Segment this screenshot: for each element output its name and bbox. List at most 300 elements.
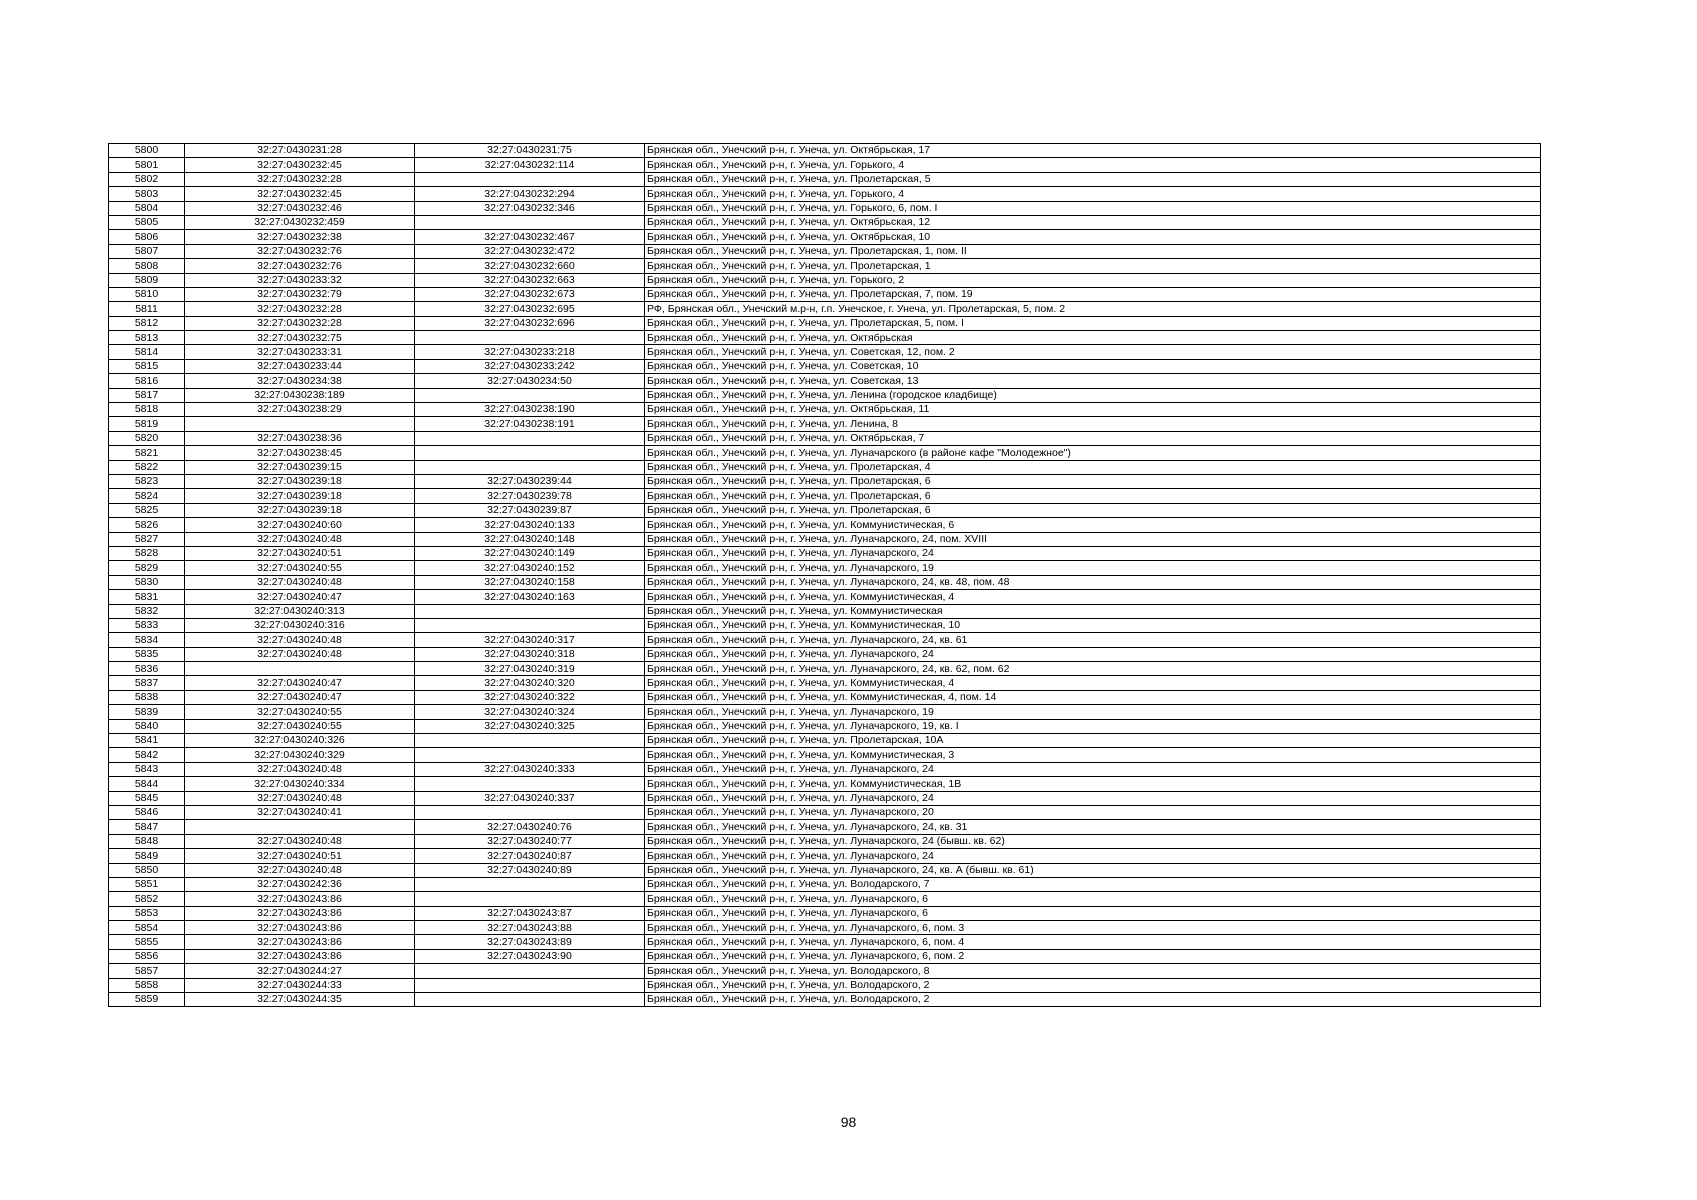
- address-cell: Брянская обл., Унечский р-н, г. Унеча, ул. Луначарского (в районе кафе "Молодежное"): [645, 446, 1541, 460]
- land-cadastral-number-cell: 32:27:0430240:55: [185, 719, 415, 733]
- object-cadastral-number-cell: 32:27:0430240:320: [415, 676, 645, 690]
- address-cell: Брянская обл., Унечский р-н, г. Унеча, ул. Коммунистическая, 4, пом. 14: [645, 690, 1541, 704]
- object-cadastral-number-cell: 32:27:0430232:294: [415, 187, 645, 201]
- address-cell: Брянская обл., Унечский р-н, г. Унеча, ул. Володарского, 2: [645, 993, 1541, 1007]
- table-row: [109, 518, 1541, 532]
- table-row: [109, 590, 1541, 604]
- address-cell: Брянская обл., Унечский р-н, г. Унеча, ул. Луначарского, 6: [645, 892, 1541, 906]
- row-number-cell: 5823: [109, 474, 185, 488]
- address-cell: Брянская обл., Унечский р-н, г. Унеча, ул. Октябрьская, 11: [645, 403, 1541, 417]
- row-number-cell: 5806: [109, 230, 185, 244]
- table-row: [109, 417, 1541, 431]
- table-row: [109, 331, 1541, 345]
- object-cadastral-number-cell: 32:27:0430238:190: [415, 403, 645, 417]
- object-cadastral-number-cell: [415, 446, 645, 460]
- table-row: [109, 230, 1541, 244]
- row-number-cell: 5825: [109, 503, 185, 517]
- table-row: [109, 604, 1541, 618]
- address-cell: Брянская обл., Унечский р-н, г. Унеча, ул. Луначарского, 20: [645, 805, 1541, 819]
- address-cell: Брянская обл., Унечский р-н, г. Унеча, ул. Володарского, 7: [645, 877, 1541, 891]
- table-row: [109, 906, 1541, 920]
- table-row: [109, 259, 1541, 273]
- table-row: [109, 805, 1541, 819]
- object-cadastral-number-cell: 32:27:0430239:44: [415, 474, 645, 488]
- land-cadastral-number-cell: 32:27:0430232:79: [185, 287, 415, 301]
- row-number-cell: 5818: [109, 403, 185, 417]
- object-cadastral-number-cell: [415, 618, 645, 632]
- land-cadastral-number-cell: 32:27:0430244:35: [185, 993, 415, 1007]
- table-row: [109, 374, 1541, 388]
- table-row: [109, 474, 1541, 488]
- land-cadastral-number-cell: 32:27:0430238:45: [185, 446, 415, 460]
- address-cell: Брянская обл., Унечский р-н, г. Унеча, ул. Октябрьская, 12: [645, 215, 1541, 229]
- object-cadastral-number-cell: 32:27:0430243:88: [415, 921, 645, 935]
- object-cadastral-number-cell: [415, 978, 645, 992]
- row-number-cell: 5843: [109, 762, 185, 776]
- table-row: [109, 561, 1541, 575]
- table-row: [109, 532, 1541, 546]
- object-cadastral-number-cell: 32:27:0430232:695: [415, 302, 645, 316]
- address-cell: Брянская обл., Унечский р-н, г. Унеча, ул. Пролетарская, 10А: [645, 734, 1541, 748]
- object-cadastral-number-cell: [415, 331, 645, 345]
- row-number-cell: 5822: [109, 460, 185, 474]
- address-cell: Брянская обл., Унечский р-н, г. Унеча, ул. Ленина, 8: [645, 417, 1541, 431]
- address-cell: Брянская обл., Унечский р-н, г. Унеча, ул. Луначарского, 19, кв. I: [645, 719, 1541, 733]
- land-cadastral-number-cell: 32:27:0430240:334: [185, 777, 415, 791]
- land-cadastral-number-cell: 32:27:0430240:48: [185, 791, 415, 805]
- address-cell: Брянская обл., Унечский р-н, г. Унеча, ул. Коммунистическая, 3: [645, 748, 1541, 762]
- row-number-cell: 5801: [109, 158, 185, 172]
- object-cadastral-number-cell: [415, 892, 645, 906]
- row-number-cell: 5829: [109, 561, 185, 575]
- address-cell: Брянская обл., Унечский р-н, г. Унеча, ул. Октябрьская: [645, 331, 1541, 345]
- address-cell: Брянская обл., Унечский р-н, г. Унеча, ул. Горького, 4: [645, 187, 1541, 201]
- row-number-cell: 5841: [109, 734, 185, 748]
- address-cell: Брянская обл., Унечский р-н, г. Унеча, ул. Советская, 12, пом. 2: [645, 345, 1541, 359]
- table-row: [109, 187, 1541, 201]
- land-cadastral-number-cell: 32:27:0430232:28: [185, 316, 415, 330]
- table-row: [109, 215, 1541, 229]
- object-cadastral-number-cell: 32:27:0430232:346: [415, 201, 645, 215]
- object-cadastral-number-cell: [415, 604, 645, 618]
- registry-table: [108, 143, 1541, 1007]
- land-cadastral-number-cell: 32:27:0430238:36: [185, 431, 415, 445]
- land-cadastral-number-cell: 32:27:0430240:55: [185, 561, 415, 575]
- row-number-cell: 5854: [109, 921, 185, 935]
- address-cell: Брянская обл., Унечский р-н, г. Унеча, ул. Горького, 6, пом. I: [645, 201, 1541, 215]
- land-cadastral-number-cell: 32:27:0430240:47: [185, 590, 415, 604]
- row-number-cell: 5835: [109, 647, 185, 661]
- table-row: [109, 244, 1541, 258]
- row-number-cell: 5856: [109, 949, 185, 963]
- object-cadastral-number-cell: 32:27:0430232:467: [415, 230, 645, 244]
- row-number-cell: 5804: [109, 201, 185, 215]
- table-row: [109, 503, 1541, 517]
- table-row: [109, 791, 1541, 805]
- address-cell: Брянская обл., Унечский р-н, г. Унеча, ул. Луначарского, 24: [645, 849, 1541, 863]
- address-cell: Брянская обл., Унечский р-н, г. Унеча, ул. Луначарского, 24: [645, 762, 1541, 776]
- row-number-cell: 5817: [109, 388, 185, 402]
- land-cadastral-number-cell: 32:27:0430240:313: [185, 604, 415, 618]
- object-cadastral-number-cell: [415, 388, 645, 402]
- address-cell: Брянская обл., Унечский р-н, г. Унеча, ул. Луначарского, 19: [645, 561, 1541, 575]
- page-number: 98: [840, 1114, 857, 1130]
- object-cadastral-number-cell: [415, 172, 645, 186]
- row-number-cell: 5803: [109, 187, 185, 201]
- row-number-cell: 5849: [109, 849, 185, 863]
- table-row: [109, 316, 1541, 330]
- land-cadastral-number-cell: 32:27:0430240:47: [185, 676, 415, 690]
- row-number-cell: 5821: [109, 446, 185, 460]
- land-cadastral-number-cell: 32:27:0430232:76: [185, 259, 415, 273]
- land-cadastral-number-cell: 32:27:0430240:41: [185, 805, 415, 819]
- row-number-cell: 5855: [109, 935, 185, 949]
- row-number-cell: 5848: [109, 834, 185, 848]
- table-row: [109, 705, 1541, 719]
- land-cadastral-number-cell: 32:27:0430240:316: [185, 618, 415, 632]
- table-row: [109, 431, 1541, 445]
- row-number-cell: 5852: [109, 892, 185, 906]
- land-cadastral-number-cell: 32:27:0430240:48: [185, 863, 415, 877]
- table-row: [109, 359, 1541, 373]
- land-cadastral-number-cell: [185, 417, 415, 431]
- object-cadastral-number-cell: [415, 734, 645, 748]
- table-row: [109, 345, 1541, 359]
- table-row: [109, 201, 1541, 215]
- land-cadastral-number-cell: 32:27:0430240:51: [185, 546, 415, 560]
- table-row: [109, 834, 1541, 848]
- address-cell: Брянская обл., Унечский р-н, г. Унеча, ул. Коммунистическая, 10: [645, 618, 1541, 632]
- object-cadastral-number-cell: [415, 460, 645, 474]
- row-number-cell: 5834: [109, 633, 185, 647]
- row-number-cell: 5842: [109, 748, 185, 762]
- row-number-cell: 5859: [109, 993, 185, 1007]
- address-cell: Брянская обл., Унечский р-н, г. Унеча, ул. Пролетарская, 1: [645, 259, 1541, 273]
- object-cadastral-number-cell: 32:27:0430240:319: [415, 662, 645, 676]
- land-cadastral-number-cell: 32:27:0430240:329: [185, 748, 415, 762]
- land-cadastral-number-cell: 32:27:0430234:38: [185, 374, 415, 388]
- object-cadastral-number-cell: 32:27:0430239:78: [415, 489, 645, 503]
- address-cell: Брянская обл., Унечский р-н, г. Унеча, ул. Пролетарская, 6: [645, 489, 1541, 503]
- table-row: [109, 460, 1541, 474]
- address-cell: Брянская обл., Унечский р-н, г. Унеча, ул. Пролетарская, 5, пом. I: [645, 316, 1541, 330]
- row-number-cell: 5809: [109, 273, 185, 287]
- address-cell: РФ, Брянская обл., Унечский м.р-н, г.п. Унечское, г. Унеча, ул. Пролетарская, 5, пом. 2: [645, 302, 1541, 316]
- land-cadastral-number-cell: 32:27:0430240:326: [185, 734, 415, 748]
- row-number-cell: 5850: [109, 863, 185, 877]
- address-cell: Брянская обл., Унечский р-н, г. Унеча, ул. Луначарского, 24, кв. 61: [645, 633, 1541, 647]
- address-cell: Брянская обл., Унечский р-н, г. Унеча, ул. Луначарского, 6, пом. 3: [645, 921, 1541, 935]
- row-number-cell: 5846: [109, 805, 185, 819]
- table-row: [109, 403, 1541, 417]
- row-number-cell: 5820: [109, 431, 185, 445]
- table-row: [109, 158, 1541, 172]
- address-cell: Брянская обл., Унечский р-н, г. Унеча, ул. Октябрьская, 17: [645, 144, 1541, 158]
- land-cadastral-number-cell: 32:27:0430240:51: [185, 849, 415, 863]
- land-cadastral-number-cell: 32:27:0430238:29: [185, 403, 415, 417]
- land-cadastral-number-cell: 32:27:0430232:76: [185, 244, 415, 258]
- land-cadastral-number-cell: 32:27:0430242:36: [185, 877, 415, 891]
- table-row: [109, 820, 1541, 834]
- table-row: [109, 921, 1541, 935]
- table-row: [109, 446, 1541, 460]
- address-cell: Брянская обл., Унечский р-н, г. Унеча, ул. Луначарского, 24 (бывш. кв. 62): [645, 834, 1541, 848]
- address-cell: Брянская обл., Унечский р-н, г. Унеча, ул. Коммунистическая, 1В: [645, 777, 1541, 791]
- table-row: [109, 172, 1541, 186]
- table-row: [109, 618, 1541, 632]
- row-number-cell: 5844: [109, 777, 185, 791]
- land-cadastral-number-cell: [185, 820, 415, 834]
- object-cadastral-number-cell: 32:27:0430239:87: [415, 503, 645, 517]
- address-cell: Брянская обл., Унечский р-н, г. Унеча, ул. Пролетарская, 1, пом. II: [645, 244, 1541, 258]
- address-cell: Брянская обл., Унечский р-н, г. Унеча, ул. Коммунистическая: [645, 604, 1541, 618]
- object-cadastral-number-cell: 32:27:0430243:90: [415, 949, 645, 963]
- table-row: [109, 302, 1541, 316]
- object-cadastral-number-cell: 32:27:0430240:133: [415, 518, 645, 532]
- land-cadastral-number-cell: 32:27:0430243:86: [185, 935, 415, 949]
- address-cell: Брянская обл., Унечский р-н, г. Унеча, ул. Советская, 10: [645, 359, 1541, 373]
- address-cell: Брянская обл., Унечский р-н, г. Унеча, ул. Коммунистическая, 4: [645, 590, 1541, 604]
- table-row: [109, 676, 1541, 690]
- row-number-cell: 5811: [109, 302, 185, 316]
- table-row: [109, 647, 1541, 661]
- land-cadastral-number-cell: 32:27:0430240:48: [185, 762, 415, 776]
- table-row: [109, 144, 1541, 158]
- row-number-cell: 5827: [109, 532, 185, 546]
- registry-table-body: [109, 144, 1541, 1007]
- land-cadastral-number-cell: 32:27:0430232:46: [185, 201, 415, 215]
- land-cadastral-number-cell: 32:27:0430240:47: [185, 690, 415, 704]
- object-cadastral-number-cell: 32:27:0430232:472: [415, 244, 645, 258]
- object-cadastral-number-cell: 32:27:0430233:242: [415, 359, 645, 373]
- table-row: [109, 935, 1541, 949]
- row-number-cell: 5845: [109, 791, 185, 805]
- object-cadastral-number-cell: [415, 777, 645, 791]
- land-cadastral-number-cell: 32:27:0430243:86: [185, 921, 415, 935]
- land-cadastral-number-cell: 32:27:0430240:60: [185, 518, 415, 532]
- land-cadastral-number-cell: 32:27:0430232:28: [185, 302, 415, 316]
- table-row: [109, 978, 1541, 992]
- land-cadastral-number-cell: 32:27:0430232:38: [185, 230, 415, 244]
- row-number-cell: 5833: [109, 618, 185, 632]
- row-number-cell: 5847: [109, 820, 185, 834]
- land-cadastral-number-cell: 32:27:0430232:459: [185, 215, 415, 229]
- table-row: [109, 489, 1541, 503]
- table-row: [109, 863, 1541, 877]
- land-cadastral-number-cell: 32:27:0430233:31: [185, 345, 415, 359]
- land-cadastral-number-cell: 32:27:0430240:48: [185, 647, 415, 661]
- land-cadastral-number-cell: 32:27:0430232:75: [185, 331, 415, 345]
- row-number-cell: 5828: [109, 546, 185, 560]
- row-number-cell: 5858: [109, 978, 185, 992]
- row-number-cell: 5826: [109, 518, 185, 532]
- address-cell: Брянская обл., Унечский р-н, г. Унеча, ул. Луначарского, 24, кв. А (бывш. кв. 61): [645, 863, 1541, 877]
- land-cadastral-number-cell: 32:27:0430243:86: [185, 906, 415, 920]
- object-cadastral-number-cell: 32:27:0430240:163: [415, 590, 645, 604]
- table-row: [109, 877, 1541, 891]
- address-cell: Брянская обл., Унечский р-н, г. Унеча, ул. Володарского, 8: [645, 964, 1541, 978]
- object-cadastral-number-cell: 32:27:0430240:325: [415, 719, 645, 733]
- address-cell: Брянская обл., Унечский р-н, г. Унеча, ул. Луначарского, 6: [645, 906, 1541, 920]
- address-cell: Брянская обл., Унечский р-н, г. Унеча, ул. Луначарского, 24, кв. 48, пом. 48: [645, 575, 1541, 589]
- object-cadastral-number-cell: 32:27:0430240:318: [415, 647, 645, 661]
- address-cell: Брянская обл., Унечский р-н, г. Унеча, ул. Луначарского, 6, пом. 2: [645, 949, 1541, 963]
- row-number-cell: 5857: [109, 964, 185, 978]
- object-cadastral-number-cell: 32:27:0430240:337: [415, 791, 645, 805]
- table-row: [109, 892, 1541, 906]
- row-number-cell: 5812: [109, 316, 185, 330]
- table-row: [109, 546, 1541, 560]
- object-cadastral-number-cell: 32:27:0430240:148: [415, 532, 645, 546]
- object-cadastral-number-cell: 32:27:0430233:218: [415, 345, 645, 359]
- table-row: [109, 993, 1541, 1007]
- row-number-cell: 5832: [109, 604, 185, 618]
- table-row: [109, 662, 1541, 676]
- row-number-cell: 5836: [109, 662, 185, 676]
- land-cadastral-number-cell: 32:27:0430232:28: [185, 172, 415, 186]
- address-cell: Брянская обл., Унечский р-н, г. Унеча, ул. Луначарского, 24, кв. 31: [645, 820, 1541, 834]
- table-row: [109, 734, 1541, 748]
- address-cell: Брянская обл., Унечский р-н, г. Унеча, ул. Коммунистическая, 6: [645, 518, 1541, 532]
- address-cell: Брянская обл., Унечский р-н, г. Унеча, ул. Горького, 2: [645, 273, 1541, 287]
- row-number-cell: 5853: [109, 906, 185, 920]
- object-cadastral-number-cell: [415, 964, 645, 978]
- row-number-cell: 5810: [109, 287, 185, 301]
- land-cadastral-number-cell: 32:27:0430233:32: [185, 273, 415, 287]
- row-number-cell: 5807: [109, 244, 185, 258]
- address-cell: Брянская обл., Унечский р-н, г. Унеча, ул. Луначарского, 24, кв. 62, пом. 62: [645, 662, 1541, 676]
- address-cell: Брянская обл., Унечский р-н, г. Унеча, ул. Пролетарская, 5: [645, 172, 1541, 186]
- row-number-cell: 5824: [109, 489, 185, 503]
- address-cell: Брянская обл., Унечский р-н, г. Унеча, ул. Луначарского, 6, пом. 4: [645, 935, 1541, 949]
- address-cell: Брянская обл., Унечский р-н, г. Унеча, ул. Луначарского, 24: [645, 647, 1541, 661]
- table-row: [109, 849, 1541, 863]
- address-cell: Брянская обл., Унечский р-н, г. Унеча, ул. Пролетарская, 7, пом. 19: [645, 287, 1541, 301]
- object-cadastral-number-cell: 32:27:0430240:333: [415, 762, 645, 776]
- land-cadastral-number-cell: 32:27:0430240:48: [185, 834, 415, 848]
- table-row: [109, 287, 1541, 301]
- table-row: [109, 964, 1541, 978]
- address-cell: Брянская обл., Унечский р-н, г. Унеча, ул. Луначарского, 24: [645, 546, 1541, 560]
- land-cadastral-number-cell: 32:27:0430244:33: [185, 978, 415, 992]
- land-cadastral-number-cell: [185, 662, 415, 676]
- row-number-cell: 5802: [109, 172, 185, 186]
- land-cadastral-number-cell: 32:27:0430239:18: [185, 503, 415, 517]
- table-row: [109, 719, 1541, 733]
- object-cadastral-number-cell: 32:27:0430232:660: [415, 259, 645, 273]
- object-cadastral-number-cell: [415, 748, 645, 762]
- row-number-cell: 5808: [109, 259, 185, 273]
- address-cell: Брянская обл., Унечский р-н, г. Унеча, ул. Октябрьская, 7: [645, 431, 1541, 445]
- land-cadastral-number-cell: 32:27:0430232:45: [185, 158, 415, 172]
- object-cadastral-number-cell: 32:27:0430240:77: [415, 834, 645, 848]
- land-cadastral-number-cell: 32:27:0430232:45: [185, 187, 415, 201]
- land-cadastral-number-cell: 32:27:0430240:48: [185, 633, 415, 647]
- land-cadastral-number-cell: 32:27:0430239:18: [185, 474, 415, 488]
- object-cadastral-number-cell: [415, 215, 645, 229]
- object-cadastral-number-cell: 32:27:0430240:87: [415, 849, 645, 863]
- address-cell: Брянская обл., Унечский р-н, г. Унеча, ул. Володарского, 2: [645, 978, 1541, 992]
- land-cadastral-number-cell: 32:27:0430243:86: [185, 949, 415, 963]
- object-cadastral-number-cell: 32:27:0430232:663: [415, 273, 645, 287]
- table-row: [109, 762, 1541, 776]
- object-cadastral-number-cell: 32:27:0430240:317: [415, 633, 645, 647]
- table-row: [109, 575, 1541, 589]
- table-row: [109, 949, 1541, 963]
- row-number-cell: 5819: [109, 417, 185, 431]
- row-number-cell: 5838: [109, 690, 185, 704]
- row-number-cell: 5814: [109, 345, 185, 359]
- table-row: [109, 633, 1541, 647]
- land-cadastral-number-cell: 32:27:0430243:86: [185, 892, 415, 906]
- object-cadastral-number-cell: 32:27:0430240:322: [415, 690, 645, 704]
- object-cadastral-number-cell: 32:27:0430240:89: [415, 863, 645, 877]
- row-number-cell: 5839: [109, 705, 185, 719]
- address-cell: Брянская обл., Унечский р-н, г. Унеча, ул. Пролетарская, 6: [645, 474, 1541, 488]
- row-number-cell: 5813: [109, 331, 185, 345]
- object-cadastral-number-cell: 32:27:0430231:75: [415, 144, 645, 158]
- table-row: [109, 690, 1541, 704]
- object-cadastral-number-cell: 32:27:0430240:324: [415, 705, 645, 719]
- land-cadastral-number-cell: 32:27:0430238:189: [185, 388, 415, 402]
- table-row: [109, 777, 1541, 791]
- object-cadastral-number-cell: [415, 993, 645, 1007]
- object-cadastral-number-cell: 32:27:0430238:191: [415, 417, 645, 431]
- land-cadastral-number-cell: 32:27:0430240:55: [185, 705, 415, 719]
- row-number-cell: 5830: [109, 575, 185, 589]
- row-number-cell: 5815: [109, 359, 185, 373]
- address-cell: Брянская обл., Унечский р-н, г. Унеча, ул. Советская, 13: [645, 374, 1541, 388]
- object-cadastral-number-cell: 32:27:0430240:149: [415, 546, 645, 560]
- table-row: [109, 273, 1541, 287]
- table-row: [109, 748, 1541, 762]
- address-cell: Брянская обл., Унечский р-н, г. Унеча, ул. Пролетарская, 4: [645, 460, 1541, 474]
- row-number-cell: 5837: [109, 676, 185, 690]
- address-cell: Брянская обл., Унечский р-н, г. Унеча, ул. Пролетарская, 6: [645, 503, 1541, 517]
- object-cadastral-number-cell: [415, 877, 645, 891]
- address-cell: Брянская обл., Унечский р-н, г. Унеча, ул. Луначарского, 24: [645, 791, 1541, 805]
- address-cell: Брянская обл., Унечский р-н, г. Унеча, ул. Октябрьская, 10: [645, 230, 1541, 244]
- address-cell: Брянская обл., Унечский р-н, г. Унеча, ул. Луначарского, 24, пом. XVIII: [645, 532, 1541, 546]
- land-cadastral-number-cell: 32:27:0430231:28: [185, 144, 415, 158]
- object-cadastral-number-cell: 32:27:0430240:152: [415, 561, 645, 575]
- table-row: [109, 388, 1541, 402]
- object-cadastral-number-cell: 32:27:0430243:89: [415, 935, 645, 949]
- object-cadastral-number-cell: 32:27:0430243:87: [415, 906, 645, 920]
- object-cadastral-number-cell: 32:27:0430232:673: [415, 287, 645, 301]
- object-cadastral-number-cell: 32:27:0430232:696: [415, 316, 645, 330]
- row-number-cell: 5831: [109, 590, 185, 604]
- object-cadastral-number-cell: [415, 805, 645, 819]
- row-number-cell: 5805: [109, 215, 185, 229]
- row-number-cell: 5816: [109, 374, 185, 388]
- land-cadastral-number-cell: 32:27:0430239:18: [185, 489, 415, 503]
- address-cell: Брянская обл., Унечский р-н, г. Унеча, ул. Горького, 4: [645, 158, 1541, 172]
- row-number-cell: 5851: [109, 877, 185, 891]
- object-cadastral-number-cell: 32:27:0430240:76: [415, 820, 645, 834]
- land-cadastral-number-cell: 32:27:0430244:27: [185, 964, 415, 978]
- object-cadastral-number-cell: 32:27:0430240:158: [415, 575, 645, 589]
- row-number-cell: 5800: [109, 144, 185, 158]
- land-cadastral-number-cell: 32:27:0430233:44: [185, 359, 415, 373]
- land-cadastral-number-cell: 32:27:0430240:48: [185, 532, 415, 546]
- address-cell: Брянская обл., Унечский р-н, г. Унеча, ул. Луначарского, 19: [645, 705, 1541, 719]
- land-cadastral-number-cell: 32:27:0430239:15: [185, 460, 415, 474]
- object-cadastral-number-cell: [415, 431, 645, 445]
- address-cell: Брянская обл., Унечский р-н, г. Унеча, ул. Коммунистическая, 4: [645, 676, 1541, 690]
- object-cadastral-number-cell: 32:27:0430234:50: [415, 374, 645, 388]
- land-cadastral-number-cell: 32:27:0430240:48: [185, 575, 415, 589]
